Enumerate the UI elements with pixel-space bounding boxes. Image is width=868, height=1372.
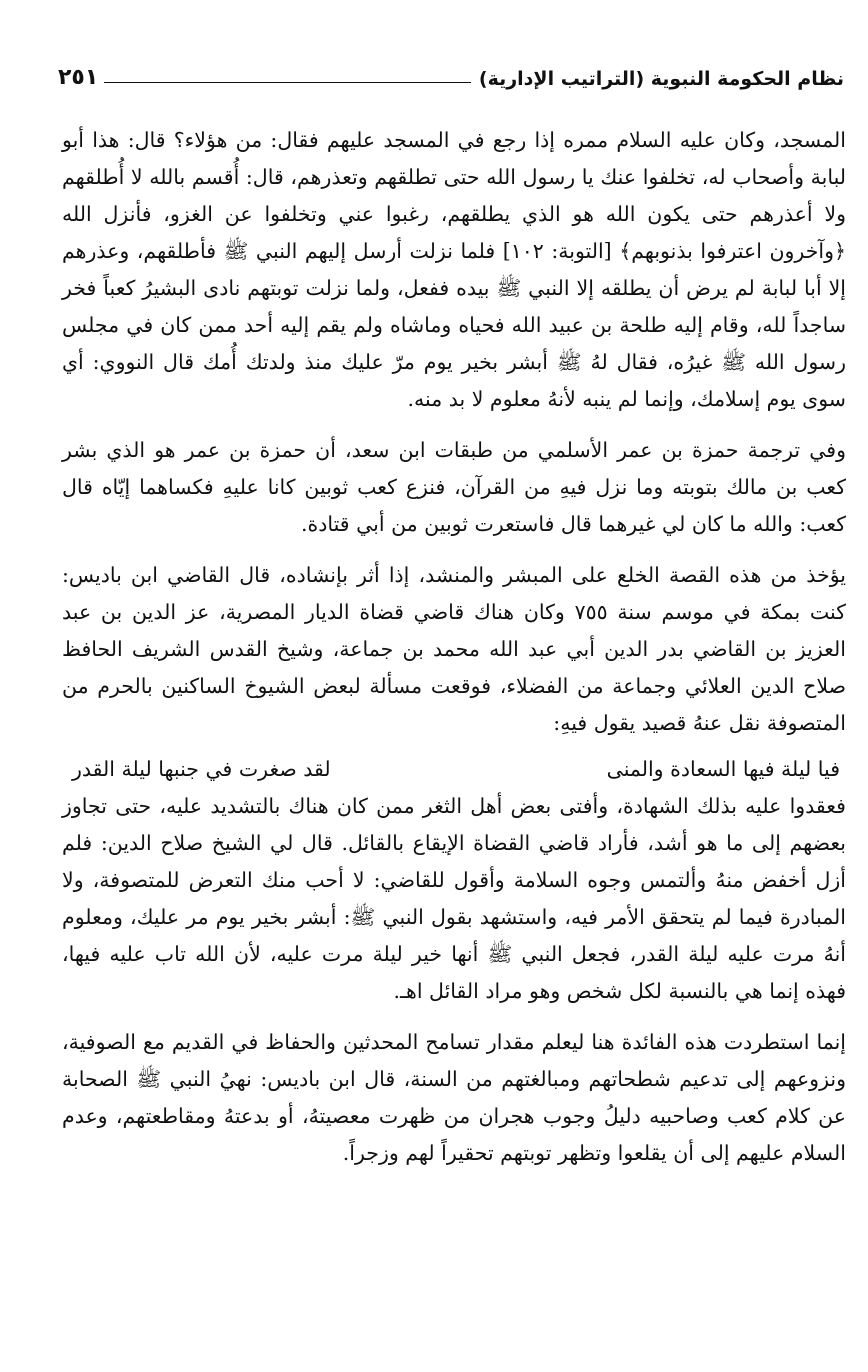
poetry-verse [62,750,846,788]
header-rule [104,82,471,83]
paragraph-2: وفي ترجمة حمزة بن عمر الأسلمي من طبقات ابن سعد، أن حمزة بن عمر هو الذي بشر كعب بن مالك بتوبته وما نزل فيهِ من القرآن، فنزع كعب ثوبين كانا عليهِ فكساهما إيّاه قال كعب: والله ما كان لي غيرهما قال فاستعرت ثوبين من أبي قتادة. [62,438,846,536]
paragraph-5: إنما استطردت هذه الفائدة هنا ليعلم مقدار تسامح المحدثين والحفاظ في القديم مع الصوفية، ونزوعهم إلى تدعيم شطحاتهم ومبالغتهم من السنة، قال ابن باديس: نهيُ النبي ﷺ الصحابة عن كلام كعب وصاحبيه دليلُ وجوب هجران من ظهرت معصيتهُ، أو بدعتهُ ومقاطعتهم، وعدم السلام عليهم إلى أن يقلعوا وتظهر توبتهم تحقيراً لهم وزجراً. [62,1030,846,1165]
page-number: ٢٥١ [58,65,99,90]
paragraph-3: يؤخذ من هذه القصة الخلع على المبشر والمنشد، إذا أثر بإنشاده، قال القاضي ابن باديس: كنت بمكة في موسم سنة ٧٥٥ وكان هناك قاضي قضاة الديار المصرية، عز الدين بن عبد العزيز بن القاضي بدر الدين أبي عبد الله محمد بن جماعة، وشيخ القدس الشريف الحافظ صلاح الدين العلائي وجماعة من الفضلاء، فوقعت مسألة لبعض الشيوخ الساكنين بالحرم من المتصوفة نقل عنهُ قصيد يقول فيهِ: [62,563,846,735]
page-header [58,52,844,90]
paragraph-4: فعقدوا عليه بذلك الشهادة، وأفتى بعض أهل الثغر ممن كان هناك بالتشديد عليه، حتى تجاوز بعضهم إلى ما هو أشد، فأراد قاضي القضاة الإيقاع بالقائل. قال لي الشيخ صلاح الدين: فلم أزل أخفض منهُ وألتمس وجوه السلامة وأقول للقاضي: لا أحب منك التعرض للمتصوفة، ولا المبادرة فيما لم يتحقق الأمر فيه، واستشهد بقول النبي ﷺ: أبشر بخير يوم مر عليك، ومعلوم أنهُ مرت عليه ليلة القدر، فجعل النبي ﷺ أنها خير ليلة مرت عليه، لأن الله تاب عليه فيها، فهذه إنما هي بالنسبة لكل شخص وهو مراد القائل اهـ. [62,794,846,1003]
verse-hemistich-second: لقد صغرت في جنبها ليلة القدر [72,757,331,781]
verse-hemistich-first: فيا ليلة فيها السعادة والمنى [606,757,840,781]
paragraph-1: المسجد، وكان عليه السلام ممره إذا رجع في المسجد عليهم فقال: من هؤلاء؟ قال: هذا أبو لبابة وأصحاب له، تخلفوا عنك يا رسول الله حتى تطلقهم وتعذرهم، قال: أُقسم بالله لا أُطلقهم ولا أعذرهم حتى يكون الله هو الذي يطلقهم، رغبوا عني وتخلفوا عن الغزو، فأنزل الله ﴿وآخرون اعترفوا بذنوبهم﴾ [التوبة: ١٠٢] فلما نزلت أرسل إليهم النبي ﷺ فأطلقهم، وعذرهم إلا أبا لبابة لم يرض أن يطلقه إلا النبي ﷺ بيده ففعل، ولما نزلت توبتهم نادى البشيرُ كعباً فخر ساجداً لله، وقام إليه طلحة بن عبيد الله فحياه وماشاه ولم يقم إليه أحد ممن كان في مجلس رسول الله ﷺ غيرُه، فقال لهُ ﷺ أبشر بخير يوم مرّ عليك منذ ولدتك أُمك قال النووي: أي سوى يوم إسلامك، وإنما لم ينبه لأنهُ معلوم لا بد منه. [62,128,846,411]
page-body [62,122,846,1172]
running-title: نظام الحكومة النبوية (التراتيب الإدارية) [478,68,844,90]
